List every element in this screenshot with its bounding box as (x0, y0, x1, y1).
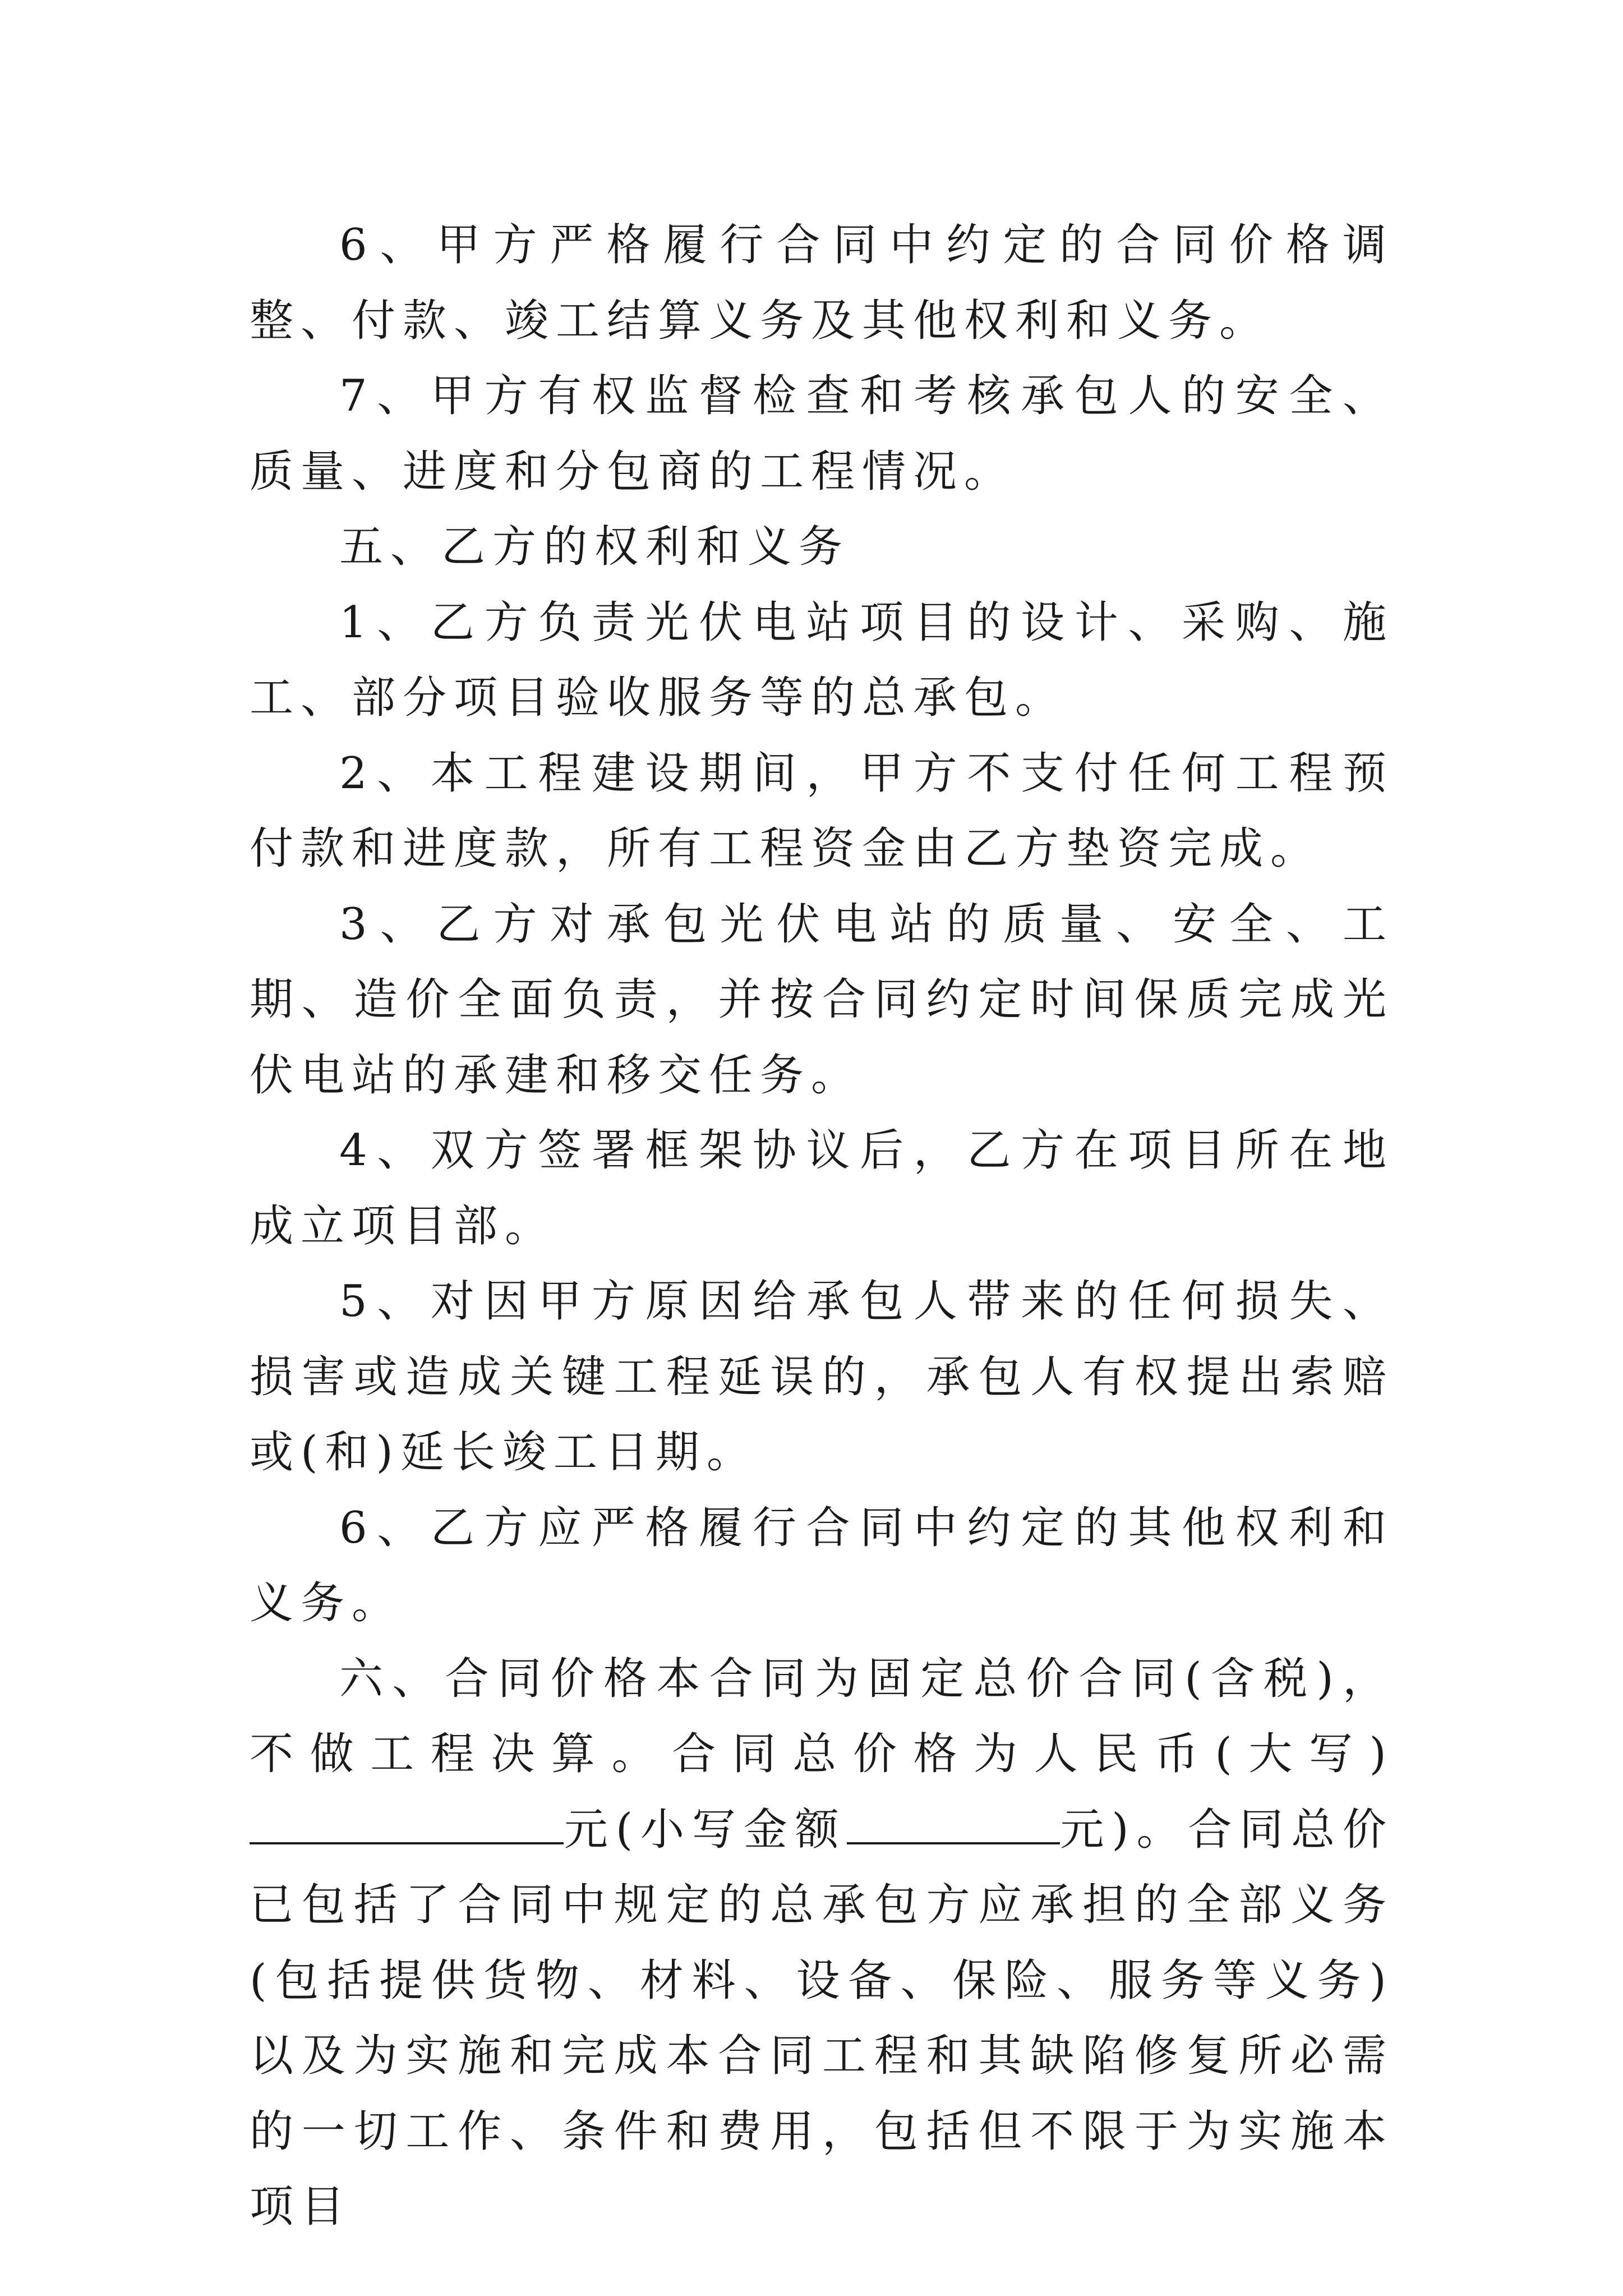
price-text-part2: 元(小写金额 (564, 1804, 847, 1855)
paragraph-party-b-obligation-5: 5、对因甲方原因给承包人带来的任何损失、损害或造成关键工程延误的，承包人有权提出索赔或(和)延长竣工日期。 (250, 1276, 1394, 1478)
price-text-part3: 元)。合同总价已包括了合同中规定的总承包方应承担的全部义务(包括提供货物、材料、设备、保险、服务等义务)以及为实施和完成本合同工程和其缺陷修复所必需的一切工作、条件和费用，包括但不限于为实施本项目 (250, 1804, 1394, 2232)
paragraph-party-a-obligation-7: 7、甲方有权监督检查和考核承包人的安全、质量、进度和分包商的工程情况。 (250, 371, 1394, 497)
paragraph-party-b-obligation-3: 3、乙方对承包光伏电站的质量、安全、工期、造价全面负责，并按合同约定时间保质完成光伏电站的承建和移交任务。 (250, 899, 1394, 1101)
paragraph-contract-price (250, 1641, 1394, 2245)
section-heading-party-b-rights: 五、乙方的权利和义务 (339, 522, 850, 572)
contract-body (250, 208, 1394, 2245)
amount-lowercase-blank[interactable] (847, 1802, 1060, 1844)
paragraph-party-b-obligation-1: 1、乙方负责光伏电站项目的设计、采购、施工、部分项目验收服务等的总承包。 (250, 597, 1394, 723)
amount-uppercase-blank[interactable] (250, 1802, 564, 1844)
paragraph-party-b-obligation-6: 6、乙方应严格履行合同中约定的其他权利和义务。 (250, 1502, 1394, 1628)
paragraph-party-b-obligation-4: 4、双方签署框架协议后，乙方在项目所在地成立项目部。 (250, 1125, 1394, 1251)
paragraph-party-a-obligation-6: 6、甲方严格履行合同中约定的合同价格调整、付款、竣工结算义务及其他权利和义务。 (250, 220, 1394, 346)
paragraph-party-b-obligation-2: 2、本工程建设期间，甲方不支付任何工程预付款和进度款，所有工程资金由乙方垫资完成。 (250, 748, 1394, 874)
price-text-part1: 六、合同价格本合同为固定总价合同(含税)，不做工程决算。合同总价格为人民币(大写) (250, 1653, 1394, 1779)
